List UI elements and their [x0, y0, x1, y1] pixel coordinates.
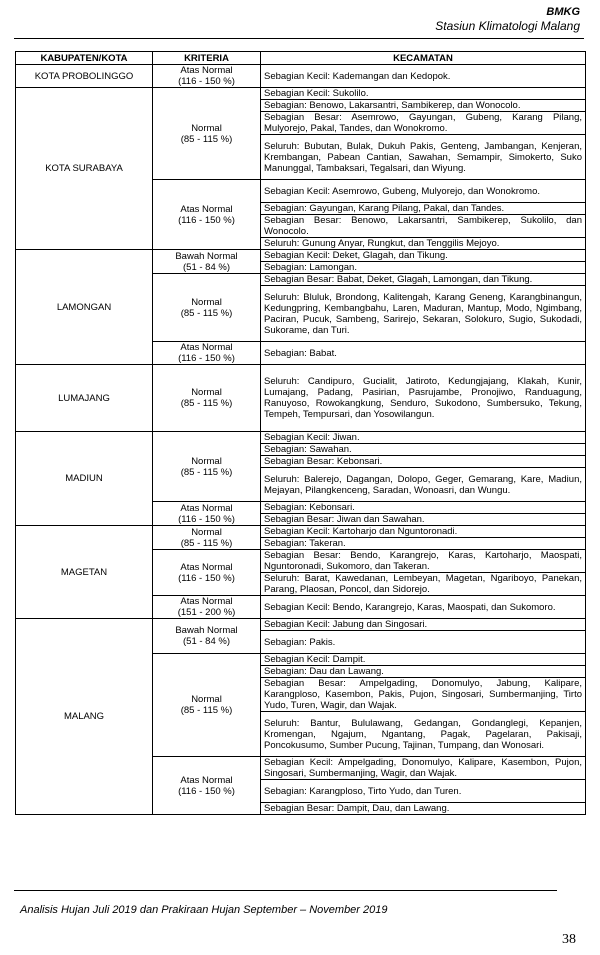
kriteria-cell	[153, 65, 261, 88]
kriteria-label: Atas Normal	[180, 342, 233, 353]
kriteria-cell	[153, 432, 261, 502]
kecamatan-cell: Sebagian: Kebonsari.	[261, 502, 586, 514]
kecamatan-cell: Sebagian Besar: Babat, Deket, Glagah, Lamongan, dan Tikung.	[261, 274, 586, 286]
kriteria-cell	[153, 88, 261, 180]
table-row	[16, 88, 586, 100]
kriteria-label: Atas Normal	[180, 596, 233, 607]
footer-caption: Analisis Hujan Juli 2019 dan Prakiraan Hujan September – November 2019	[20, 904, 388, 916]
kriteria-cell	[153, 274, 261, 342]
kecamatan-cell: Sebagian: Karangploso, Tirto Yudo, dan Turen.	[261, 780, 586, 803]
table-row	[16, 365, 586, 432]
kecamatan-cell: Sebagian Besar: Bendo, Karangrejo, Karas, Kartoharjo, Maospati, Nguntoronadi, Sukomoro, dan Takeran.	[261, 550, 586, 573]
kecamatan-cell: Sebagian Kecil: Kademangan dan Kedopok.	[261, 65, 586, 88]
kriteria-cell	[153, 180, 261, 250]
column-header-kriteria: KRITERIA	[153, 52, 261, 65]
kecamatan-cell: Sebagian Kecil: Sukolilo.	[261, 88, 586, 100]
kecamatan-cell: Seluruh: Barat, Kawedanan, Lembeyan, Magetan, Ngariboyo, Panekan, Parang, Plaosan, Poncol, dan Sidorejo.	[261, 573, 586, 596]
kriteria-cell	[153, 550, 261, 596]
kecamatan-cell: Sebagian Besar: Benowo, Lakarsantri, Sambikerep, Sukolilo, dan Wonocolo.	[261, 215, 586, 238]
page-header	[435, 6, 580, 34]
kabupaten-cell: MADIUN	[16, 432, 153, 526]
kriteria-label: Atas Normal	[180, 774, 233, 786]
kriteria-cell	[153, 250, 261, 274]
kecamatan-cell: Sebagian Kecil: Asemrowo, Gubeng, Mulyorejo, dan Wonokromo.	[261, 180, 586, 203]
kriteria-cell	[153, 654, 261, 757]
kriteria-label: Normal	[191, 526, 222, 538]
kriteria-label: Bawah Normal	[175, 625, 238, 636]
kriteria-range: (85 - 115 %)	[180, 307, 233, 319]
kecamatan-cell: Sebagian: Takeran.	[261, 538, 586, 550]
kriteria-range: (116 - 150 %)	[178, 513, 235, 525]
kriteria-range: (151 - 200 %)	[177, 607, 236, 618]
kriteria-label: Bawah Normal	[175, 250, 238, 262]
kecamatan-cell: Seluruh: Candipuro, Gucialit, Jatiroto, Kedungjajang, Klakah, Kunir, Lumajang, Padang, Pasirian, Pasrujambe, Pronojiwo, Randuagung, Ranuyoso, Rowokangkung, Senduro, Sukodono, Sumbersuko, Tekung, Tempeh, Tempursari, dan Yosowilangun.	[261, 365, 586, 432]
column-header-kabupaten: KABUPATEN/KOTA	[16, 52, 153, 65]
table-header-row	[16, 52, 586, 65]
kriteria-range: (85 - 115 %)	[180, 705, 233, 716]
kecamatan-cell: Seluruh: Bluluk, Brondong, Kalitengah, Karang Geneng, Karangbinangun, Kedungpring, Kembangbahu, Laren, Maduran, Mantup, Modo, Ngimbang, Paciran, Pucuk, Sambeng, Sarirejo, Sekaran, Solokuro, Sugio, Sukodadi, Sukorame, dan Turi.	[261, 286, 586, 342]
kabupaten-cell: KOTA SURABAYA	[16, 88, 153, 250]
footer-rule	[14, 890, 557, 891]
kriteria-range: (51 - 84 %)	[183, 261, 230, 273]
kriteria-range: (85 - 115 %)	[180, 398, 233, 409]
table-row	[16, 526, 586, 538]
header-brand: BMKG	[546, 6, 580, 18]
kriteria-range: (85 - 115 %)	[180, 537, 233, 549]
kecamatan-cell: Sebagian Kecil: Kartoharjo dan Nguntoronadi.	[261, 526, 586, 538]
kecamatan-cell: Sebagian Kecil: Ampelgading, Donomulyo, Kalipare, Kasembon, Pujon, Singosari, Sumbermanjing, Wagir, dan Wajak.	[261, 757, 586, 780]
kecamatan-cell: Sebagian Kecil: Jabung dan Singosari.	[261, 619, 586, 631]
kriteria-cell	[153, 526, 261, 550]
kriteria-cell	[153, 502, 261, 526]
table-body	[16, 65, 586, 815]
kabupaten-cell: MAGETAN	[16, 526, 153, 619]
kecamatan-cell: Sebagian: Dau dan Lawang.	[261, 666, 586, 678]
kecamatan-cell: Sebagian: Sawahan.	[261, 444, 586, 456]
kriteria-range: (85 - 115 %)	[180, 466, 233, 478]
kriteria-cell	[153, 757, 261, 815]
table-row	[16, 65, 586, 88]
kriteria-range: (116 - 150 %)	[178, 214, 235, 226]
kriteria-cell	[153, 365, 261, 432]
table-row	[16, 250, 586, 262]
kriteria-label: Atas Normal	[180, 561, 233, 573]
kriteria-cell	[153, 619, 261, 654]
kecamatan-cell: Sebagian Kecil: Bendo, Karangrejo, Karas, Maospati, dan Sukomoro.	[261, 596, 586, 619]
kriteria-range: (116 - 150 %)	[178, 76, 235, 87]
header-rule	[14, 38, 584, 39]
kecamatan-cell: Sebagian Besar: Asemrowo, Gayungan, Gubeng, Karang Pilang, Mulyorejo, Pakal, Tandes, dan Wonokromo.	[261, 112, 586, 135]
kriteria-range: (116 - 150 %)	[178, 572, 235, 584]
kecamatan-cell: Sebagian Besar: Ampelgading, Donomulyo, Jabung, Kalipare, Karangploso, Kasembon, Pakis, Pujon, Singosari, Sumbermanjing, Tirto Yudo, Turen, Wagir, dan Wajak.	[261, 678, 586, 712]
kriteria-label: Normal	[191, 387, 222, 398]
kecamatan-cell: Seluruh: Balerejo, Dagangan, Dolopo, Geger, Gemarang, Kare, Madiun, Mejayan, Pilangkenceng, Saradan, Wonoasri, dan Wungu.	[261, 468, 586, 502]
kriteria-label: Atas Normal	[180, 203, 233, 215]
kecamatan-cell: Sebagian Kecil: Deket, Glagah, dan Tikung.	[261, 250, 586, 262]
kecamatan-cell: Sebagian Besar: Kebonsari.	[261, 456, 586, 468]
kecamatan-cell: Sebagian Kecil: Jiwan.	[261, 432, 586, 444]
kriteria-label: Normal	[191, 694, 222, 705]
kecamatan-cell: Seluruh: Bantur, Bululawang, Gedangan, Gondanglegi, Kepanjen, Kromengan, Ngajum, Ngantang, Pagak, Pagelaran, Pakisaji, Poncokusumo, Sumber Pucung, Tajinan, Tumpang, dan Wonosari.	[261, 712, 586, 757]
kabupaten-cell: MALANG	[16, 619, 153, 815]
page-number: 38	[562, 932, 576, 947]
kecamatan-cell: Sebagian: Babat.	[261, 342, 586, 365]
kriteria-label: Atas Normal	[180, 502, 233, 514]
kabupaten-cell: KOTA PROBOLINGGO	[16, 65, 153, 88]
kabupaten-cell: LUMAJANG	[16, 365, 153, 432]
kriteria-label: Normal	[191, 296, 222, 308]
kriteria-label: Normal	[191, 122, 222, 134]
kriteria-cell	[153, 342, 261, 365]
kecamatan-cell: Seluruh: Gunung Anyar, Rungkut, dan Tenggilis Mejoyo.	[261, 238, 586, 250]
header-station: Stasiun Klimatologi Malang	[435, 19, 580, 33]
kecamatan-cell: Sebagian Kecil: Dampit.	[261, 654, 586, 666]
kecamatan-cell: Sebagian: Pakis.	[261, 631, 586, 654]
kabupaten-cell: LAMONGAN	[16, 250, 153, 365]
kriteria-range: (85 - 115 %)	[180, 133, 233, 145]
kecamatan-cell: Sebagian: Benowo, Lakarsantri, Sambikerep, dan Wonocolo.	[261, 100, 586, 112]
kriteria-range: (116 - 150 %)	[178, 785, 235, 797]
table-row	[16, 619, 586, 631]
kriteria-cell	[153, 596, 261, 619]
kecamatan-cell: Sebagian Besar: Jiwan dan Sawahan.	[261, 514, 586, 526]
kriteria-label: Normal	[191, 455, 222, 467]
kecamatan-cell: Sebagian Besar: Dampit, Dau, dan Lawang.	[261, 803, 586, 815]
kriteria-range: (116 - 150 %)	[178, 353, 235, 364]
column-header-kecamatan: KECAMATAN	[261, 52, 586, 65]
kecamatan-cell: Sebagian: Gayungan, Karang Pilang, Pakal, dan Tandes.	[261, 203, 586, 215]
kriteria-range: (51 - 84 %)	[183, 636, 230, 647]
table-row	[16, 432, 586, 444]
kriteria-label: Atas Normal	[180, 65, 233, 76]
rainfall-table	[15, 51, 586, 815]
kecamatan-cell: Sebagian: Lamongan.	[261, 262, 586, 274]
kecamatan-cell: Seluruh: Bubutan, Bulak, Dukuh Pakis, Genteng, Jambangan, Kenjeran, Krembangan, Pabean Cantian, Sawahan, Semampir, Simokerto, Suko Manunggal, Tambaksari, Tegalsari, dan Wiyung.	[261, 135, 586, 180]
